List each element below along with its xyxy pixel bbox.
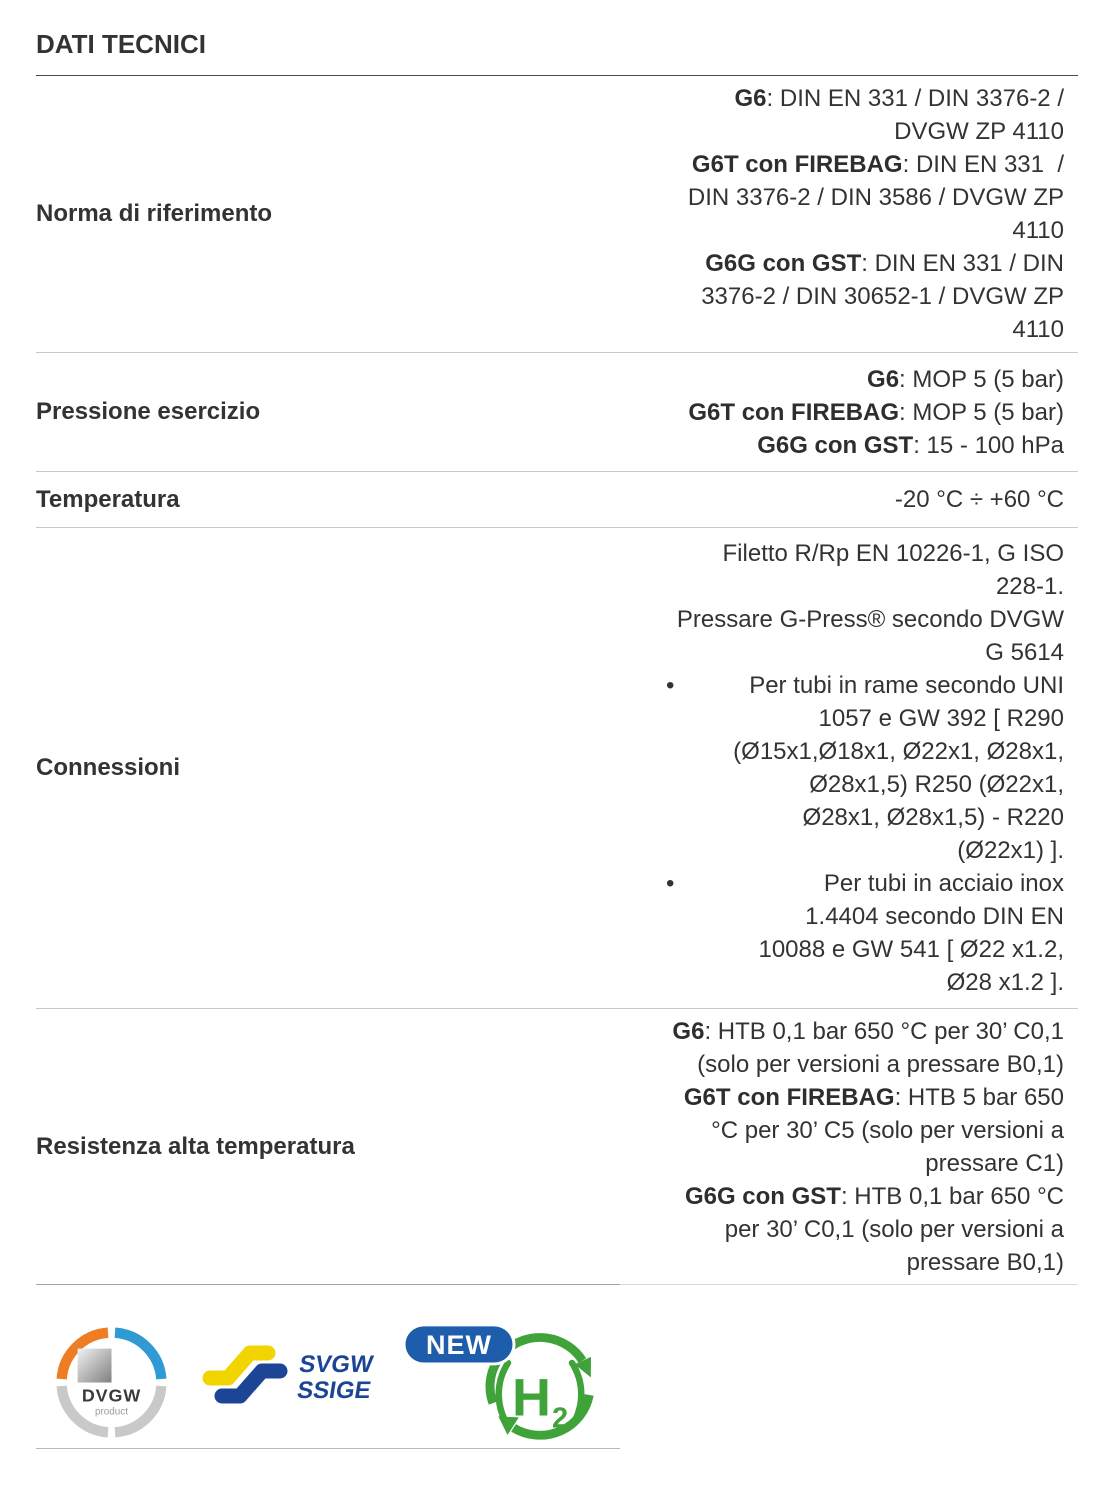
value-line: Per tubi in acciaio inox xyxy=(823,870,1064,897)
row-value xyxy=(620,537,1078,999)
value-line-text: : DIN EN 331 / DIN xyxy=(861,250,1064,277)
row-label: Pressione esercizio xyxy=(36,398,261,425)
h2-paren-close xyxy=(572,1363,581,1426)
value-line-text: : HTB 5 bar 650 xyxy=(894,1083,1064,1111)
dvgw-product-logo xyxy=(55,1326,168,1439)
h2-subscript: 2 xyxy=(552,1402,569,1435)
dvgw-gradient-square xyxy=(78,1349,112,1383)
svgw-wordmark-line2: SSIGE xyxy=(295,1377,373,1404)
dvgw-ring-blue-arc xyxy=(115,1333,161,1379)
certification-logos-row xyxy=(36,1285,1078,1448)
value-line xyxy=(660,363,1064,396)
value-line xyxy=(660,483,1064,516)
value-line xyxy=(660,214,1064,247)
row-value xyxy=(620,82,1078,346)
value-line-text: : DIN EN 331 / DIN 3376-2 / xyxy=(766,85,1064,112)
value-line-text: : HTB 0,1 bar 650 °C xyxy=(840,1182,1064,1210)
value-line-text: pressare B0,1) xyxy=(906,1248,1064,1276)
value-line xyxy=(660,429,1064,462)
table-row xyxy=(36,472,1078,528)
value-line xyxy=(660,603,1064,636)
new-badge-label: NEW xyxy=(426,1330,492,1361)
value-line xyxy=(660,115,1064,148)
value-line xyxy=(660,247,1064,280)
list-item xyxy=(660,867,1064,999)
value-line-text: DVGW ZP 4110 xyxy=(894,118,1064,145)
value-line-text: per 30’ C0,1 (solo per versioni a xyxy=(724,1215,1064,1243)
value-line-text: G 5614 xyxy=(985,639,1064,666)
value-line-text: : 15 - 100 hPa xyxy=(913,431,1064,459)
value-line-bold: G6T con FIREBAG xyxy=(683,1083,895,1111)
value-line-text: (solo per versioni a pressare B0,1) xyxy=(697,1050,1064,1078)
value-line xyxy=(660,1015,1064,1048)
value-line xyxy=(660,537,1064,570)
value-line xyxy=(660,1246,1064,1279)
value-line xyxy=(660,396,1064,429)
h2-paren-open xyxy=(499,1363,508,1426)
list-item xyxy=(660,669,1064,867)
value-line-text: Pressare G-Press® secondo DVGW xyxy=(676,606,1064,633)
page-title: DATI TECNICI xyxy=(36,0,1078,76)
row-label: Resistenza alta temperatura xyxy=(36,1132,355,1160)
value-line: (Ø22x1) ]. xyxy=(957,837,1064,864)
value-line xyxy=(660,181,1064,214)
new-h2-logo xyxy=(400,1319,602,1448)
value-line xyxy=(660,1048,1064,1081)
value-line: Ø28x1, Ø28x1,5) - R220 xyxy=(802,804,1064,831)
table-row xyxy=(36,76,1078,353)
value-line: (Ø15x1,Ø18x1, Ø22x1, Ø28x1, xyxy=(733,738,1064,765)
value-line xyxy=(660,280,1064,313)
value-line-bold: G6T con FIREBAG xyxy=(688,398,900,426)
value-line-bold: G6T con FIREBAG xyxy=(691,151,903,178)
value-line: Ø28 x1.2 ]. xyxy=(946,969,1064,996)
value-line-text: 3376-2 / DIN 30652-1 / DVGW ZP xyxy=(701,283,1064,310)
value-line-text: pressare C1) xyxy=(925,1149,1064,1177)
value-line xyxy=(660,1213,1064,1246)
table-row xyxy=(36,353,1078,472)
value-line-bold: G6 xyxy=(672,1017,705,1045)
value-line-bold: G6 xyxy=(867,365,900,393)
value-line-text: : DIN EN 331 / xyxy=(902,151,1064,178)
dvgw-wordmark: DVGW xyxy=(81,1385,142,1406)
value-line xyxy=(660,82,1064,115)
value-line: 1.4404 secondo DIN EN xyxy=(805,903,1064,930)
row-value xyxy=(620,1015,1078,1279)
value-line-text: -20 °C ÷ +60 °C xyxy=(894,486,1064,513)
value-line xyxy=(660,1081,1064,1114)
svgw-wordmark-line1: SVGW xyxy=(297,1351,375,1378)
table-row xyxy=(36,1009,1078,1284)
value-line-bold: G6G con GST xyxy=(757,431,914,459)
value-line xyxy=(660,1114,1064,1147)
value-line: Ø28x1,5) R250 (Ø22x1, xyxy=(809,771,1064,798)
value-line-bold: G6G con GST xyxy=(705,250,862,277)
connections-bullet-list xyxy=(660,669,1064,999)
value-line-bold: G6G con GST xyxy=(684,1182,841,1210)
value-line xyxy=(660,1180,1064,1213)
value-line xyxy=(660,148,1064,181)
value-line: 10088 e GW 541 [ Ø22 x1.2, xyxy=(758,936,1064,963)
value-line-text: °C per 30’ C5 (solo per versioni a xyxy=(711,1116,1064,1144)
bottom-divider xyxy=(36,1448,620,1449)
value-line: Per tubi in rame secondo UNI xyxy=(749,672,1064,699)
value-line-text: 228-1. xyxy=(995,573,1064,600)
value-line-text: : MOP 5 (5 bar) xyxy=(899,398,1064,426)
row-label: Norma di riferimento xyxy=(36,200,273,227)
row-value xyxy=(620,363,1078,462)
value-line xyxy=(660,1147,1064,1180)
table-row xyxy=(36,528,1078,1009)
h2-cycle-arc-top xyxy=(507,1338,583,1361)
technical-data-table xyxy=(36,76,1078,1449)
value-line-text: Filetto R/Rp EN 10226-1, G ISO xyxy=(722,540,1064,567)
value-line xyxy=(660,570,1064,603)
value-line-text: DIN 3376-2 / DIN 3586 / DVGW ZP xyxy=(687,184,1064,211)
row-label: Connessioni xyxy=(36,754,181,781)
value-line-text: 4110 xyxy=(1012,316,1064,343)
value-line-text: : HTB 0,1 bar 650 °C per 30’ C0,1 xyxy=(704,1017,1064,1045)
value-line-text: 4110 xyxy=(1012,217,1064,244)
value-line xyxy=(660,636,1064,669)
row-label: Temperatura xyxy=(36,485,180,513)
value-line: 1057 e GW 392 [ R290 xyxy=(818,705,1064,732)
dvgw-product-label: product xyxy=(95,1406,128,1418)
row-value xyxy=(620,483,1078,516)
value-line-bold: G6 xyxy=(734,85,767,112)
bullet-icon: • xyxy=(666,870,675,897)
svgw-ssige-logo xyxy=(202,1336,377,1410)
h2-element-symbol: H xyxy=(512,1369,551,1428)
value-line xyxy=(660,313,1064,346)
bullet-icon: • xyxy=(666,672,675,699)
value-line-text: : MOP 5 (5 bar) xyxy=(899,365,1064,393)
